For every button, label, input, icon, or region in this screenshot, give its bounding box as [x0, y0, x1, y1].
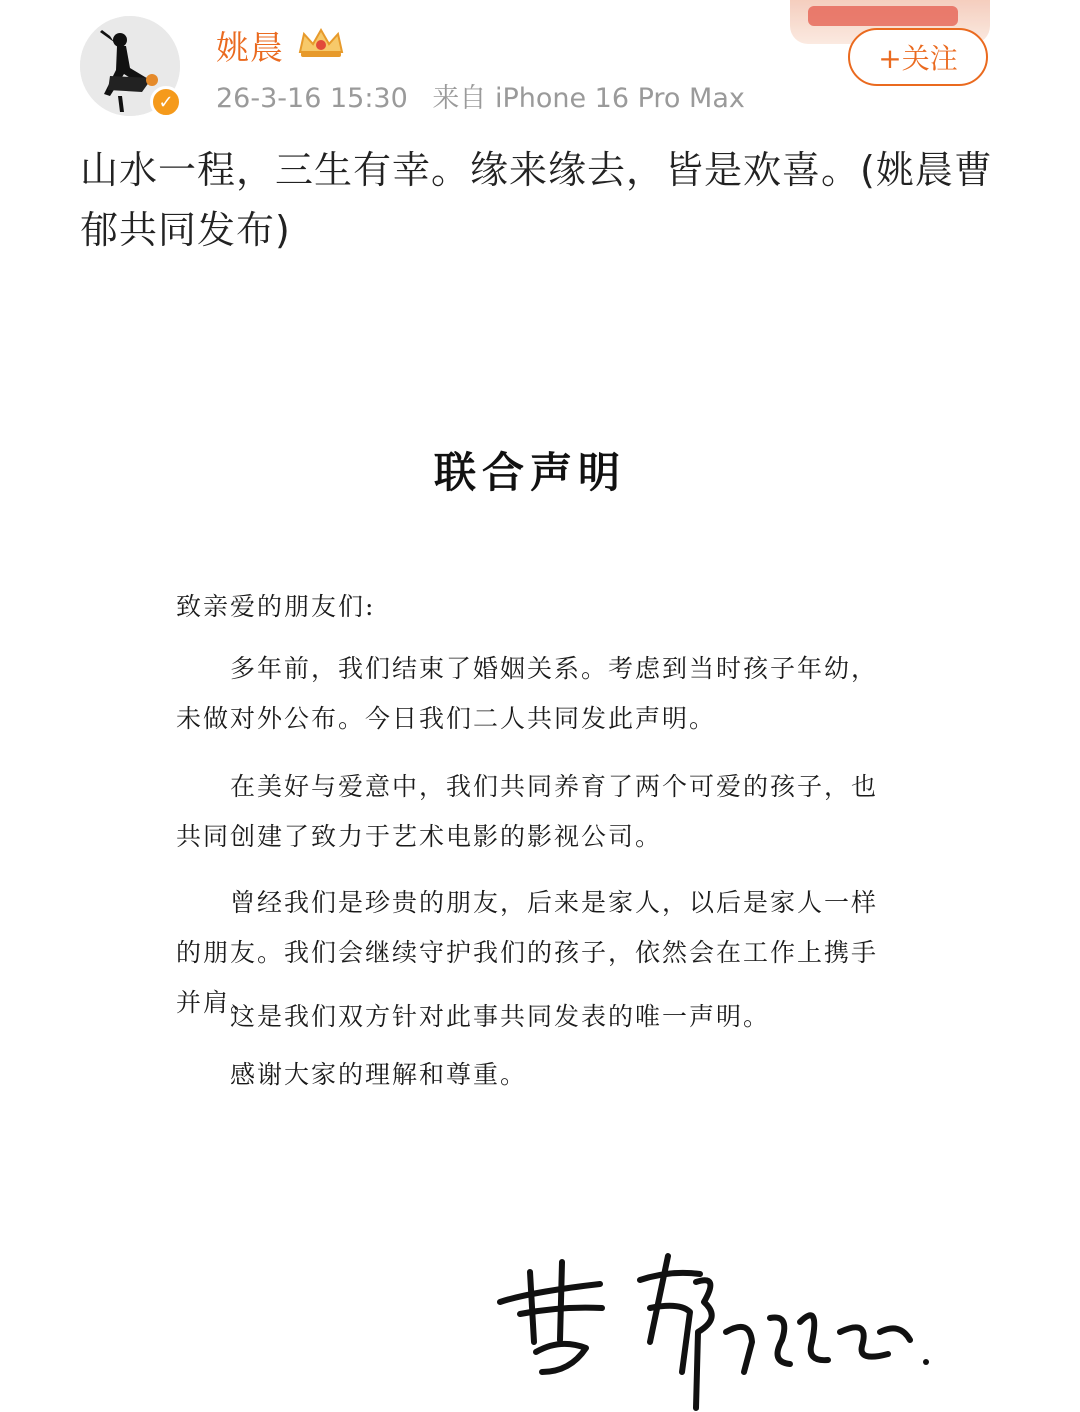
- post-date: 26-3-16 15:30: [216, 83, 408, 114]
- statement-paragraph: 在美好与爱意中，我们共同养育了两个可爱的孩子，也共同创建了致力于艺术电影的影视公司。: [176, 772, 879, 851]
- joint-statement-image[interactable]: [0, 400, 1080, 1406]
- crown-icon: [296, 26, 346, 60]
- post-source: 来自 iPhone 16 Pro Max: [432, 83, 745, 114]
- statement-paragraph: 这是我们双方针对此事共同发表的唯一声明。: [230, 1002, 771, 1031]
- verified-badge-icon: ✓: [150, 86, 182, 118]
- statement-paragraph: 曾经我们是珍贵的朋友，后来是家人，以后是家人一样的朋友。我们会继续守护我们的孩子，依然会在工作上携手并肩。: [176, 888, 879, 1017]
- statement-paragraph: 多年前，我们结束了婚姻关系。考虑到当时孩子年幼，未做对外公布。今日我们二人共同发此声明。: [176, 654, 879, 733]
- statement-title: 联合声明: [433, 448, 626, 497]
- handwritten-signature: [490, 1222, 950, 1412]
- username[interactable]: 姚晨: [216, 28, 284, 67]
- follow-button[interactable]: +关注: [848, 28, 988, 86]
- post-meta: [216, 76, 761, 115]
- post-text: 山水一程，三生有幸。缘来缘去，皆是欢喜。(姚晨曹郁共同发布): [80, 148, 993, 252]
- statement-paragraph: 感谢大家的理解和尊重。: [230, 1060, 528, 1089]
- statement-greeting: 致亲爱的朋友们:: [176, 592, 376, 621]
